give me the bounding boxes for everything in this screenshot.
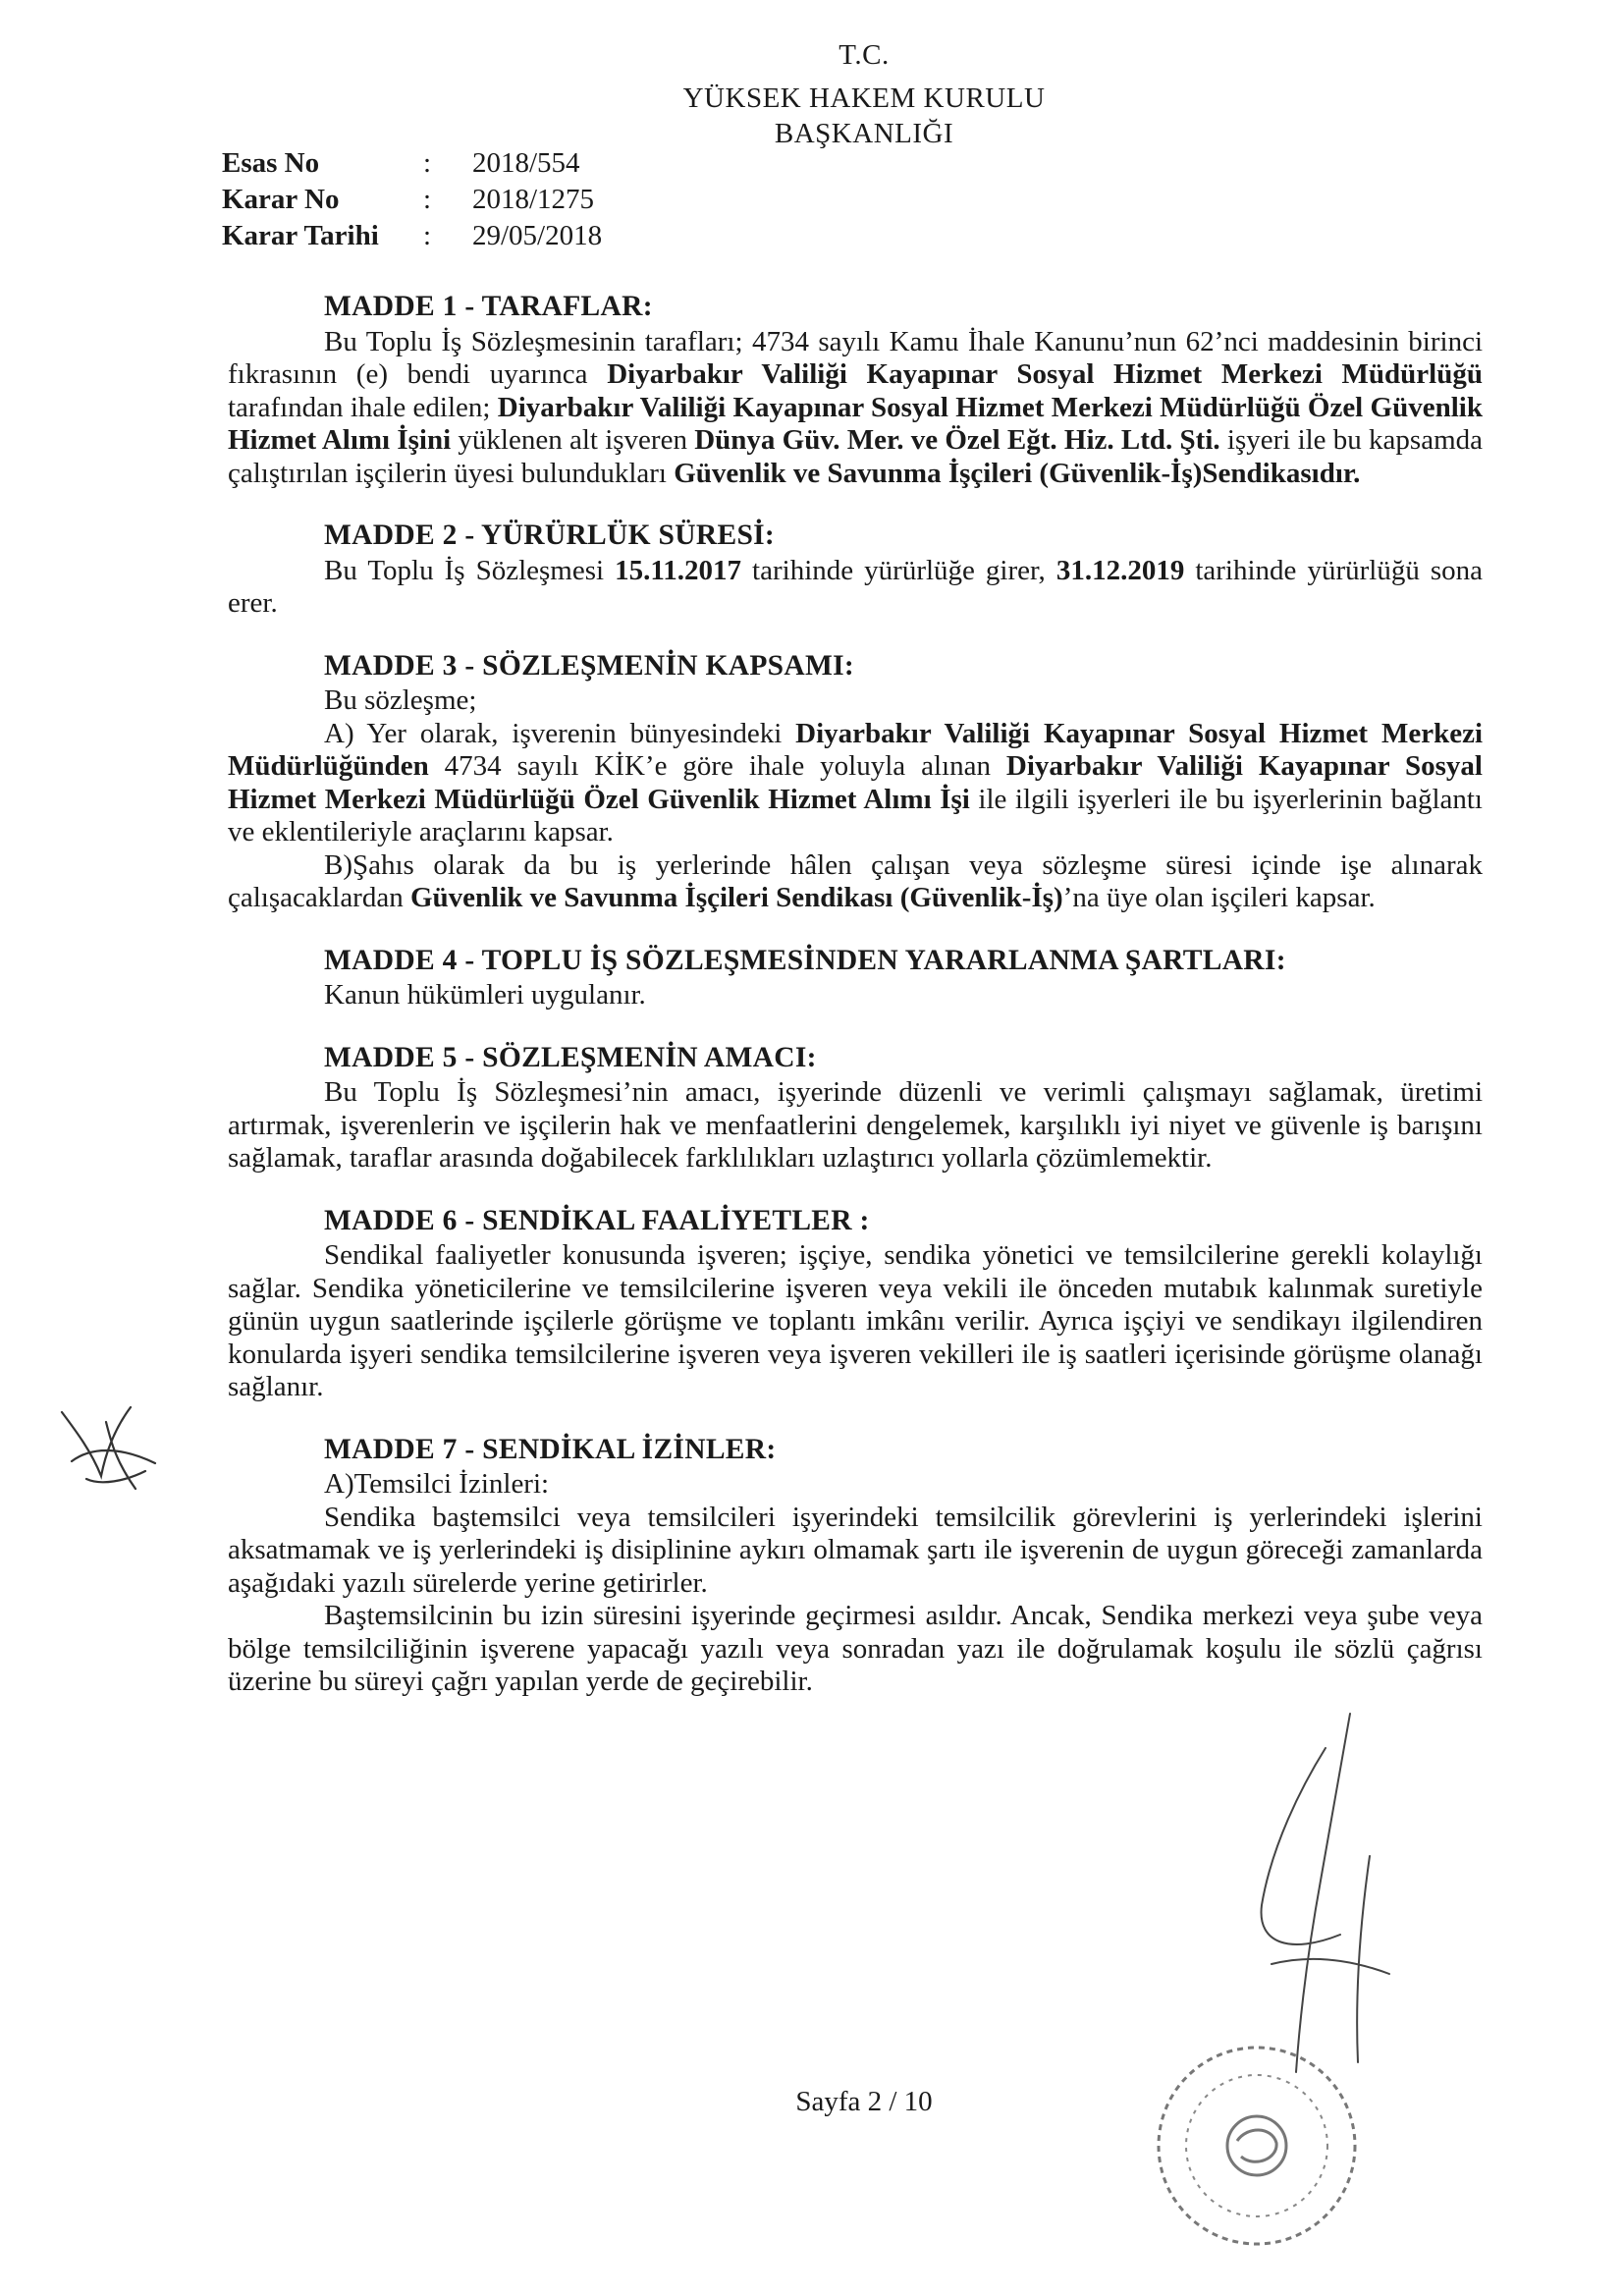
article-7-subtitle: A)Temsilci İzinleri: [324, 1468, 550, 1500]
article-2-title: MADDE 2 - YÜRÜRLÜK SÜRESİ: [324, 519, 776, 551]
tarih-row [222, 218, 602, 254]
article-1-bold-company: Dünya Güv. Mer. ve Özel Eğt. Hiz. Ltd. Şti. [694, 424, 1220, 456]
stamp-mark [1129, 2033, 1384, 2259]
article-2-text-part: tarihinde yürürlüğü sona erer. [228, 554, 1484, 619]
case-meta [222, 145, 602, 254]
karar-colon: : [423, 184, 432, 215]
article-2 [228, 519, 1483, 621]
article-3-a-bold-tender: Diyarbakır Valiliği Kayapınar Sosyal Hizmet Merkezi Müdürlüğü Özel Güvenlik Hizmet Alımı İşi [228, 750, 1483, 815]
article-2-end-date: 31.12.2019 [1055, 554, 1185, 586]
karar-label: Karar No [222, 184, 340, 215]
tarih-value: 29/05/2018 [472, 220, 603, 251]
article-1-text-part: yüklenen alt işveren [451, 424, 695, 456]
article-7-title: MADDE 7 - SENDİKAL İZİNLER: [324, 1433, 777, 1465]
article-5 [228, 1042, 1483, 1175]
article-5-text: Bu Toplu İş Sözleşmesi’nin amacı, işyerinde düzenli ve verimli çalışmayı sağlamak, üretimi artırmak, işverenlerin ve işçilerin hak ve menfaatlerini dengelemek, karşılıklı iyi niyet ve güvenle iş barışını sağlamak, taraflar arasında doğabilecek farklılıkları uzlaştırıcı yollarla çözümlemektir. [228, 1076, 1483, 1174]
article-4-title: MADDE 4 - TOPLU İŞ SÖZLEŞMESİNDEN YARARLANMA ŞARTLARI: [324, 944, 1286, 976]
article-2-start-date: 15.11.2017 [615, 554, 742, 586]
article-6 [228, 1205, 1483, 1404]
karar-value: 2018/1275 [472, 184, 595, 215]
article-3-a-text-part: A) Yer olarak, işverenin bünyesindeki [324, 717, 796, 749]
article-1-text-part: Bu Toplu İş Sözleşmesinin tarafları; 4734 sayılı Kamu İhale Kanunu’nun 62’nci maddesinin birinci fıkrasının (e) bendi uyarınca [228, 325, 1483, 390]
article-6-title: MADDE 6 - SENDİKAL FAALİYETLER : [324, 1204, 870, 1236]
article-2-text [228, 555, 1483, 621]
article-1-text-part: işyeri ile bu kapsamda çalıştırılan işçilerin üyesi bulundukları [228, 424, 1484, 489]
article-3-a-text-part: ile ilgili işyerleri ile bu işyerlerinin bağlantı ve eklentileriyle araçlarını kapsar. [228, 783, 1483, 847]
article-1 [228, 291, 1483, 490]
signature-mark [1232, 1709, 1399, 2082]
article-5-title: MADDE 5 - SÖZLEŞMENİN AMACI: [324, 1041, 817, 1073]
article-1-title: MADDE 1 - TARAFLAR: [324, 291, 653, 322]
esas-value: 2018/554 [472, 147, 580, 179]
article-2-text-part: tarihinde yürürlüğe girer, [741, 554, 1056, 586]
esas-label: Esas No [222, 147, 320, 179]
article-3-title: MADDE 3 - SÖZLEŞMENİN KAPSAMI: [324, 649, 855, 682]
header-presidency: BAŞKANLIĞI [774, 118, 954, 149]
header-institution: YÜKSEK HAKEM KURULU [682, 82, 1046, 114]
article-7 [228, 1434, 1483, 1699]
article-4-text: Kanun hükümleri uygulanır. [324, 979, 646, 1011]
article-4 [228, 945, 1483, 1012]
article-3-b-text-part: B)Şahıs olarak da bu iş yerlerinde hâlen çalışan veya sözleşme süresi içinde işe alınarak çalışacaklardan [228, 848, 1483, 913]
article-3 [228, 650, 1483, 915]
article-3-b-text-part: ’na üye olan işçileri kapsar. [1062, 882, 1376, 913]
header-tc: T.C. [839, 39, 890, 71]
article-3-a-text-part: 4734 sayılı KİK’e göre ihale yoluyla alınan [428, 750, 1006, 782]
article-1-text [228, 326, 1483, 491]
article-1-bold-institution: Diyarbakır Valiliği Kayapınar Sosyal Hizmet Merkezi Müdürlüğü [607, 358, 1483, 390]
article-3-clause-b [228, 849, 1483, 915]
article-1-bold-tender: Diyarbakır Valiliği Kayapınar Sosyal Hizmet Merkezi Müdürlüğü Özel Güvenlik Hizmet Alımı İşini [228, 391, 1483, 456]
tarih-colon: : [423, 220, 432, 251]
article-3-b-bold-union: Güvenlik ve Savunma İşçileri Sendikası (Güvenlik-İş) [409, 882, 1063, 913]
karar-row [222, 182, 602, 218]
article-7-paragraph-2: Baştemsilcinin bu izin süresini işyerinde geçirmesi asıldır. Ancak, Sendika merkezi veya şube veya bölge temsilciliğinin işverene yapacağı yazılı veya sonradan yazı ile doğrulamak koşulu ile sözlü çağrısı üzerine bu süreyi çağrı yapılan yerde de geçirebilir. [228, 1600, 1483, 1697]
document-body [228, 291, 1483, 1728]
page-number: Sayfa 2 / 10 [795, 2086, 933, 2117]
article-1-bold-union: Güvenlik ve Savunma İşçileri (Güvenlik-İş)Sendikasıdır. [674, 457, 1361, 489]
article-3-intro: Bu sözleşme; [324, 684, 477, 716]
article-1-text-part: tarafından ihale edilen; [228, 391, 498, 423]
article-3-clause-a [228, 718, 1483, 849]
tarih-label: Karar Tarihi [222, 220, 379, 251]
article-6-text: Sendikal faaliyetler konusunda işveren; işçiye, sendika yönetici ve temsilcilerine gerekli kolaylığı sağlar. Sendika yöneticilerine ve temsilcilerine işveren veya vekili ile önceden mutabık kalınmak suretiyle günün uygun saatlerinde işçilerle görüşme ve toplantı imkânı verilir. Ayrıca işçiyi ve sendikayı ilgilendiren konularda işyeri sendika temsilcilerine işveren veya işveren vekilleri ile iş saatleri içerisinde görüşme olanağı sağlanır. [228, 1239, 1483, 1402]
esas-row [222, 145, 602, 182]
article-3-a-bold-institution: Diyarbakır Valiliği Kayapınar Sosyal Hizmet Merkezi Müdürlüğünden [228, 717, 1484, 782]
article-7-paragraph-1: Sendika baştemsilci veya temsilcileri işyerindeki temsilcilik görevlerini iş yerlerindeki işlerini aksatmamak ve iş yerlerindeki iş disiplinine aykırı olmamak şartı ile işverenin de uygun göreceği zamanlarda aşağıdaki yazılı sürelerde yerine getirirler. [228, 1501, 1483, 1599]
esas-colon: : [423, 147, 432, 179]
initials-mark [47, 1393, 175, 1501]
article-2-text-part: Bu Toplu İş Sözleşmesi [324, 554, 616, 586]
